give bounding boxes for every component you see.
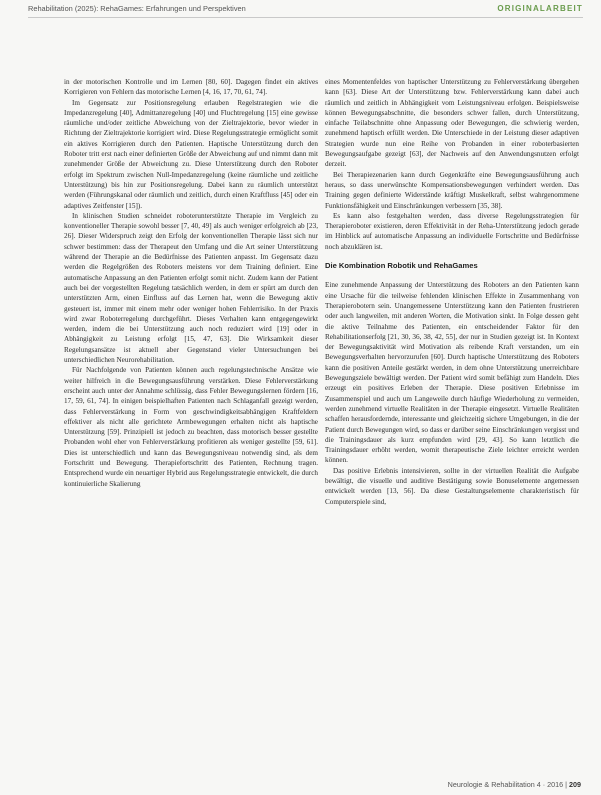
right-paragraph-5: Das positive Erlebnis intensivieren, sollte in der virtuellen Realität die Aufgabe bewältigt, die visuelle und auditive Bestätigung sowie Bonuselemente angemessen entwickelt werden [13, 56]. Da diese Gestaltungselemente charakteristisch für Computerspiele sind,	[325, 466, 579, 506]
section-heading: Die Kombination Robotik und RehaGames	[325, 261, 478, 271]
journal-citation: Neurologie & Rehabilitation 4 · 2016 |	[447, 780, 567, 789]
left-paragraph-1: in der motorischen Kontrolle und im Lernen [80, 60]. Dagegen findet ein aktives Korrigieren von Fehlern das motorische Lernen [4, 16, 17, 70, 61, 74].	[64, 78, 318, 97]
left-column	[64, 77, 318, 489]
section-label: ORIGINALARBEIT	[497, 4, 583, 13]
page-footer	[448, 780, 581, 789]
right-paragraph-3: Es kann also festgehalten werden, dass diverse Regelungsstrategien für Therapieroboter existieren, deren Effektivität in der Reha-Unterstützung jedoch gerade im Hinblick auf automatische Anpassung an individuelle Fortschritte und Bedürfnisse noch abzuklären ist.	[325, 211, 579, 251]
right-paragraph-1: eines Momentenfeldes von haptischer Unterstützung zu Fehlerverstärkung übergehen kann [63]. Diese Art der Unterstützung bzw. Fehlerverstärkung kann dabei auch räumlich und zeitlich in Abhängigkeit vom Leistungsniveau erfolgen. Beispielsweise können Bewegungsabschnitte, die besonders schwer fallen, durch Unterstützung, einfache Teilabschnitte ohne Anpassung oder Bewegungen, die schwierig werden, zunehmend haptisch erfüllt werden. Die Unterschiede in der Leistung dieser adaptiven Strategien wurde nun eine Reihe von Probanden in einer roboterbasierten Bewegungsaufgabe gezeigt [63], der Nachweis auf den Anwendungsnutzen erfolgt derzeit.	[325, 78, 579, 169]
running-title: Rehabilitation (2025): RehaGames: Erfahrungen und Perspektiven	[28, 4, 246, 13]
right-paragraph-2: Bei Therapiezenarien kann durch Gegenkräfte eine Bewegungsausführung auch heraus, so dass unerwünschte Kompensationsbewegungen verhindert werden. Das Training gegen definierte Widerstände kräftigt Muskelkraft, selbst wahrgenommene Funktionsfähigkeit und Einschränkungen verbessern [35, 38].	[325, 170, 579, 210]
left-paragraph-3: In klinischen Studien schneidet roboterunterstützte Therapie im Vergleich zu konventioneller Therapie sowohl besser [7, 40, 49] als auch weniger erfolgreich ab [23, 26]. Dieser Widerspruch zeigt den Erfolg der konventionellen Therapie lässt sich nur schwer bestimmen: dass der Therapeut den Umfang und die Art seiner Unterstützung während der Therapie an die Bedürfnisse des Patienten anpasst. Im Gegensatz dazu werden die Regelgrößen des Roboters meistens vor dem Training definiert. Eine automatische Anpassung an den Patienten erfolgt somit nicht. Zudem kann der Patient auch bei der vorgestellten Regelung tatsächlich werden, in dem er spürt am durch den unterstützten Arm, einen Einfluss auf das Lernen hat, wenn die Bewegung aktiv gesteuert ist, immer mit einem mehr oder weniger hohen Fehlerrisiko. In der Praxis wird zwar Roboterregelung durchgeführt. Dieses Verhalten kann entgegengewirkt werden, indem die bei Unterstützung auch noch reduziert wird [19] oder in Abhängigkeit zu Leistung erfolgt [15, 47, 63]. Die Wirksamkeit dieser Regelungsansätze ist aktuell aber Gegenstand vieler Untersuchungen bei unterschiedlichen Neurorehabilitation.	[64, 211, 318, 365]
right-column	[325, 77, 579, 507]
left-paragraph-4: Für Nachfolgende von Patienten können auch regelungstechnische Ansätze wie weiter hilfreich in die Bewegungsausführung verstärken. Diese Fehlerverstärkung erscheint auch unter der Annahme schlüssig, dass Fehler Bewegungslernen fördern [16, 17, 59, 61, 74]. In einigen beispielhaften Patienten nach Schlaganfall gezeigt werden, dass Fehlerverstärkung in Form von geschwindigkeitsabhängigen Kraftfeldern effektiver als nicht alle gerichtete Armbewegungen erhalten nicht als haptische Unterstützung [59]. Prinzipiell ist jedoch zu beachten, dass motorisch besser gestellte Probanden wohl eher von Fehlerverstärkung profitieren als weniger gestellte [59, 61]. Dies ist unterschiedlich und kann das Bewegungsniveau notwendig sind, als dem Fortschritt und Bewegung. Therapiefortschritt des Patienten, Rechnung tragen. Entsprechend wurde ein neuartiger Hybrid aus Regelungsstrategie entwickelt, die durch kontinuierliche Skalierung	[64, 366, 318, 488]
header-divider	[28, 17, 583, 18]
right-paragraph-4: Eine zunehmende Anpassung der Unterstützung des Roboters an den Patienten kann eine Ursache für die teilweise fehlenden klinischen Effekte in Zusammenhang von Therapierobotern sein. Unangemessene Unterstützung kann den Patienten frustrieren oder auch langweilen, mit anderen Worten, die Motivation sinkt. In Folge dessen geht die aktive Teilnahme des Patienten, ein entscheidender Faktor für den Rehabilitationserfolg [21, 30, 36, 38, 42, 55], der nur in Studien gezeigt ist. In Kontext der Bewegungsaktivität wird Motivation als reibende Kraft verstanden, um ein Bewegungsverhalten hervorzurufen [60]. Durch haptische Unterstützung des Roboters kann die positiven Anteile gestärkt werden, in dem ohne Unterstützung unerreichbare Bewegungsziele bewältigt werden. Der Patient wird somit befähigt zum Handeln. Dies erzeugt ein positives Erleben der Therapie. Diese positiven Erlebnisse im Zusammenspiel und auch um Langeweile durch häufige Wiederholung zu vermeiden, werden zunehmend virtuelle Realitäten in der Therapie eingesetzt. Virtuelle Realitäten schaffen herausfordernde, interessante und gleichzeitig sichere Umgebungen, in die der Patient durch Bewegungen wird, so dass er darüber seine Einschränkungen vergisst und die Trainingsdauer als kurz empfunden wird [29, 43]. So kann letztlich die Trainingsdauer erhöht werden, womit therapeutische Ziele leichter erreicht werden können.	[325, 281, 579, 465]
left-paragraph-2: Im Gegensatz zur Positionsregelung erlauben Regelstrategien wie die Impedanzregelung [40], Admittanzregelung [40] und Fluchtregelung [15] eine gewisse räumliche und/oder zeitliche Abweichung von der Zieltrajektorie, bevor wieder in Richtung der Zieltrajektorie korrigiert wird. Diese Regelungsstrategie ermöglicht somit ein aktives Korrigieren durch den Patienten. Haptische Unterstützung durch den Roboter tritt erst nach einer definierten Größe der Abweichung auf und nimmt dann mit zunehmender Größe der Abweichung zu. Diese Unterstützung durch den Roboter erfolgt im Spektrum zwischen Null-Impedanzregelung (keine räumliche und zeitliche Unterstützung) bis hin zur Positionsregelung. Dabei kann zu räumlich unterstützt werden (Führungskanal oder räumlich und zeitlich, durch einen Kraftfluss [45] oder ein adaptives Zeitfenster [15]).	[64, 98, 318, 210]
page-number: 209	[569, 780, 581, 789]
